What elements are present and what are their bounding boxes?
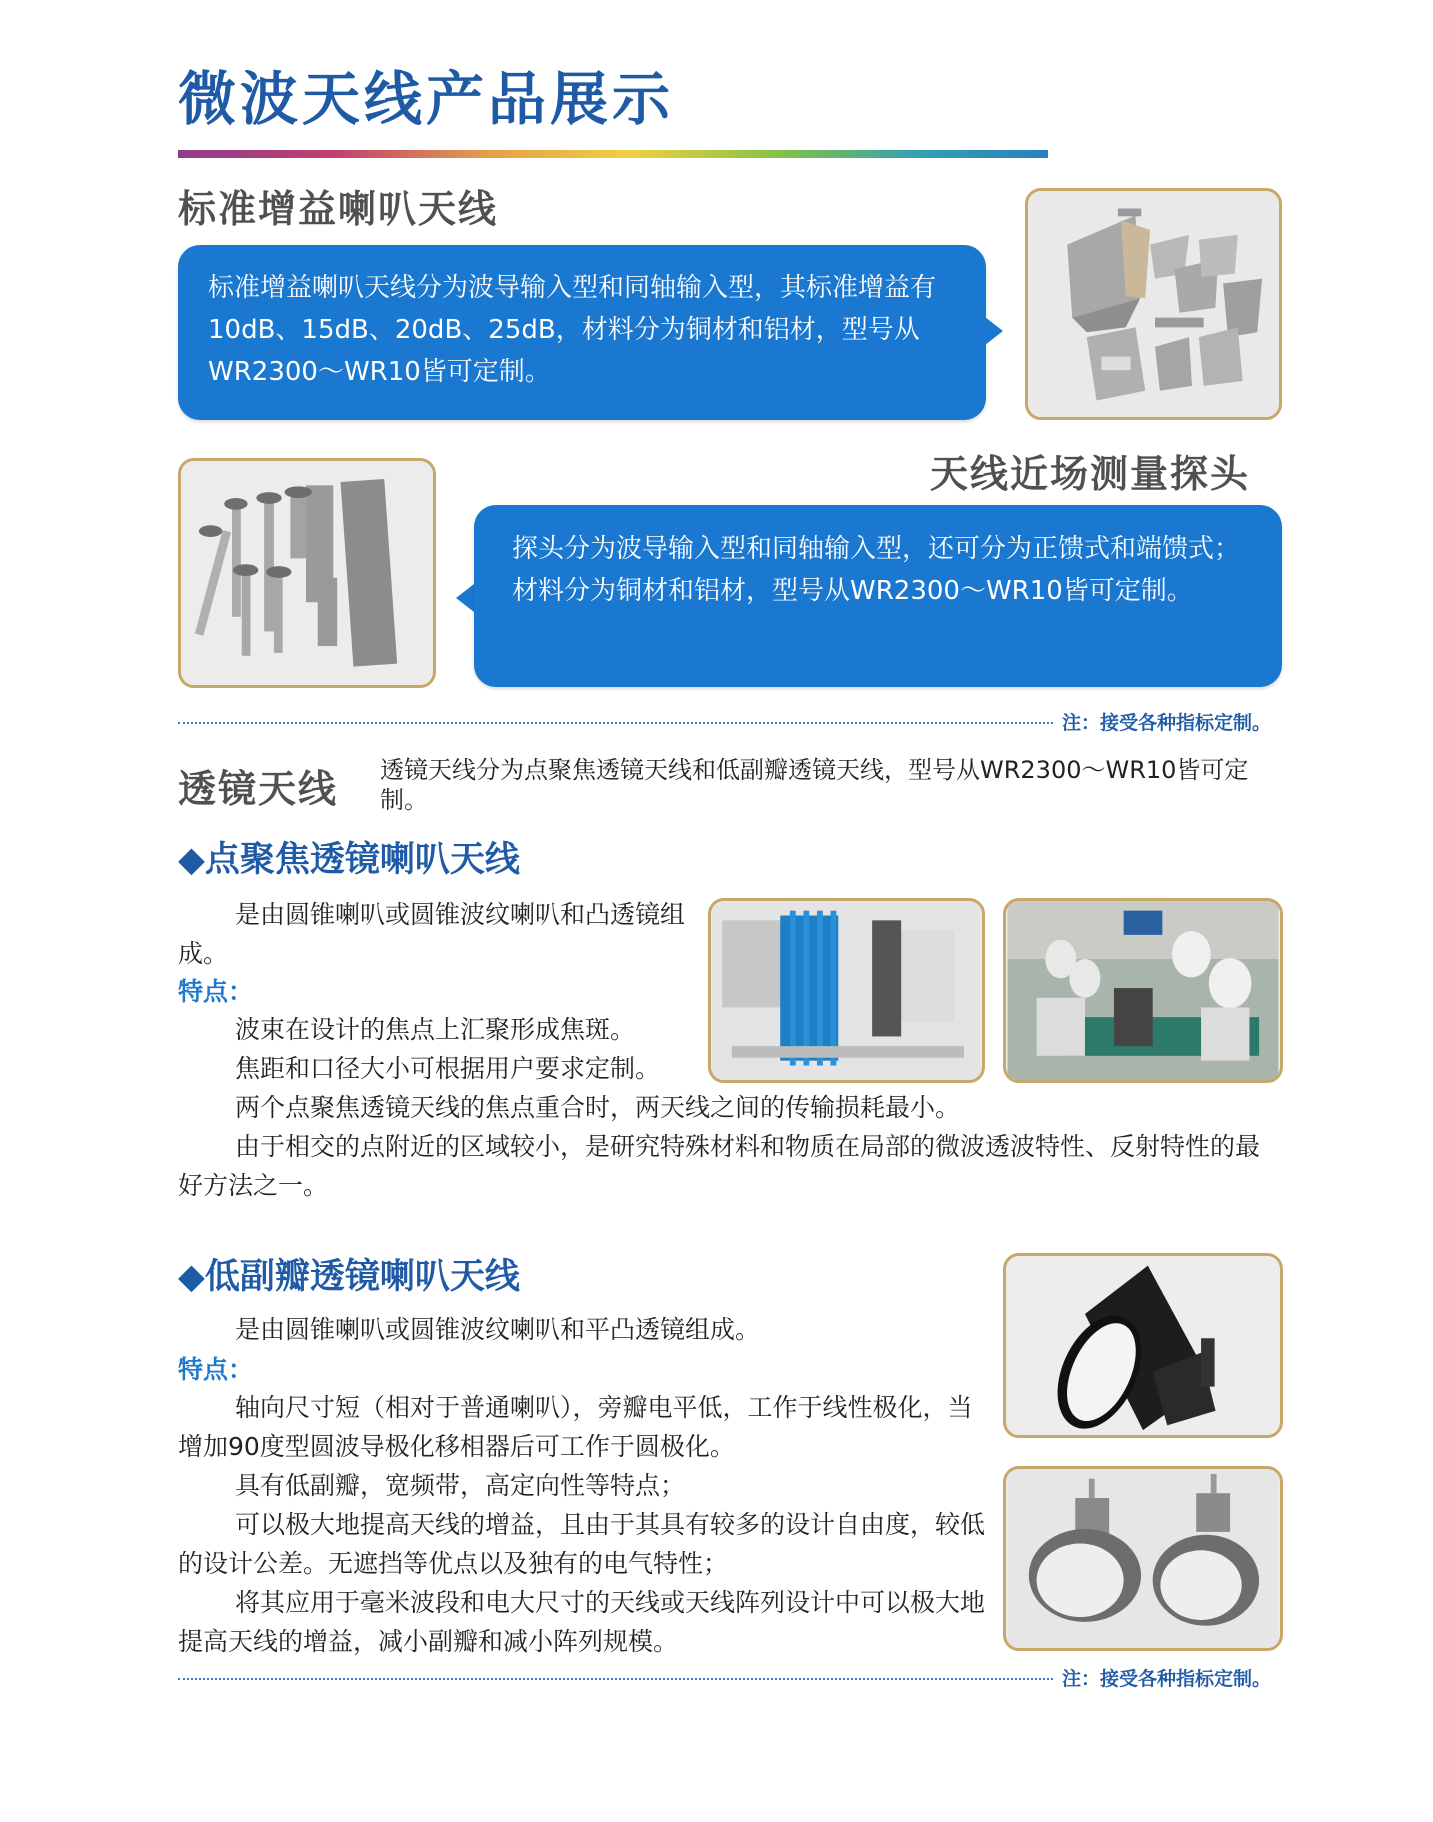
probe-description-text: 探头分为波导输入型和同轴输入型，还可分为正馈式和端馈式；材料分为铜材和铝材，型号从WR2300～WR10皆可定制。 (512, 534, 1241, 606)
low-sidelobe-image-1 (1006, 1256, 1280, 1435)
diamond-icon: ◆ (178, 840, 205, 880)
point-focus-feature-2: 焦距和口径大小可根据用户要求定制。 (235, 1054, 661, 1083)
section-title-probe: 天线近场测量探头 (930, 452, 1251, 496)
section-title-horn: 标准增益喇叭天线 (178, 187, 499, 231)
note-text: 注：接受各种指标定制。 (1062, 1668, 1272, 1690)
point-focus-photo-1 (708, 898, 985, 1083)
horn-description-bubble (178, 245, 986, 420)
low-sidelobe-desc: 是由圆锥喇叭或圆锥波纹喇叭和平凸透镜组成。 (235, 1315, 761, 1344)
low-sidelobe-heading (178, 1257, 520, 1297)
dotted-divider (178, 1678, 1053, 1680)
low-sidelobe-feature-2: 具有低副瓣，宽频带，高定向性等特点； (235, 1471, 686, 1500)
point-focus-photo-2 (1003, 898, 1283, 1083)
horn-bubble-pointer (985, 317, 1003, 345)
note-text: 注：接受各种指标定制。 (1062, 712, 1272, 734)
lens-intro-text: 透镜天线分为点聚焦透镜天线和低副瓣透镜天线，型号从WR2300～WR10皆可定制。 (380, 756, 1249, 814)
low-sidelobe-photo-2 (1003, 1466, 1283, 1651)
point-focus-feature-4: 由于相交的点附近的区域较小，是研究特殊材料和物质在局部的微波透波特性、反射特性的最好方法之一。 (178, 1132, 1261, 1200)
low-sidelobe-image-2 (1006, 1469, 1280, 1648)
point-focus-features-label: 特点： (178, 977, 254, 1006)
point-focus-image-1 (711, 901, 982, 1080)
probe-photo (178, 458, 436, 688)
horn-antenna-photo (1025, 188, 1282, 420)
low-sidelobe-feature-4: 将其应用于毫米波段和电大尺寸的天线或天线阵列设计中可以极大地提高天线的增益，减小副瓣和减小阵列规模。 (178, 1588, 986, 1656)
low-sidelobe-feature-3: 可以极大地提高天线的增益，且由于其具有较多的设计自由度，较低的设计公差。无遮挡等优点以及独有的电气特性； (178, 1510, 986, 1578)
page-title: 微波天线产品展示 (178, 65, 675, 133)
diamond-icon: ◆ (178, 1257, 205, 1297)
low-sidelobe-feature-1: 轴向尺寸短（相对于普通喇叭），旁瓣电平低，工作于线性极化，当增加90度型圆波导极化移相器后可工作于圆极化。 (178, 1393, 973, 1461)
horn-description-text: 标准增益喇叭天线分为波导输入型和同轴输入型，其标准增益有10dB、15dB、20dB、25dB，材料分为铜材和铝材，型号从WR2300～WR10皆可定制。 (208, 273, 937, 387)
point-focus-feature-1: 波束在设计的焦点上汇聚形成焦斑。 (235, 1015, 636, 1044)
dotted-divider (178, 722, 1053, 724)
title-gradient-bar (178, 150, 1048, 158)
probe-image (181, 461, 433, 685)
low-sidelobe-photo-1 (1003, 1253, 1283, 1438)
low-sidelobe-features-label: 特点： (178, 1355, 254, 1384)
probe-bubble-pointer (456, 584, 474, 612)
point-focus-heading (178, 840, 520, 880)
section-title-lens: 透镜天线 (178, 767, 339, 811)
point-focus-title: 点聚焦透镜喇叭天线 (204, 840, 520, 880)
low-sidelobe-title: 低副瓣透镜喇叭天线 (204, 1257, 520, 1297)
point-focus-image-2 (1006, 901, 1280, 1080)
horn-antenna-image (1028, 191, 1279, 417)
probe-description-bubble (474, 505, 1282, 687)
point-focus-desc: 是由圆锥喇叭或圆锥波纹喇叭和凸透镜组成。 (178, 900, 686, 968)
point-focus-feature-3: 两个点聚焦透镜天线的焦点重合时，两天线之间的传输损耗最小。 (235, 1093, 961, 1122)
